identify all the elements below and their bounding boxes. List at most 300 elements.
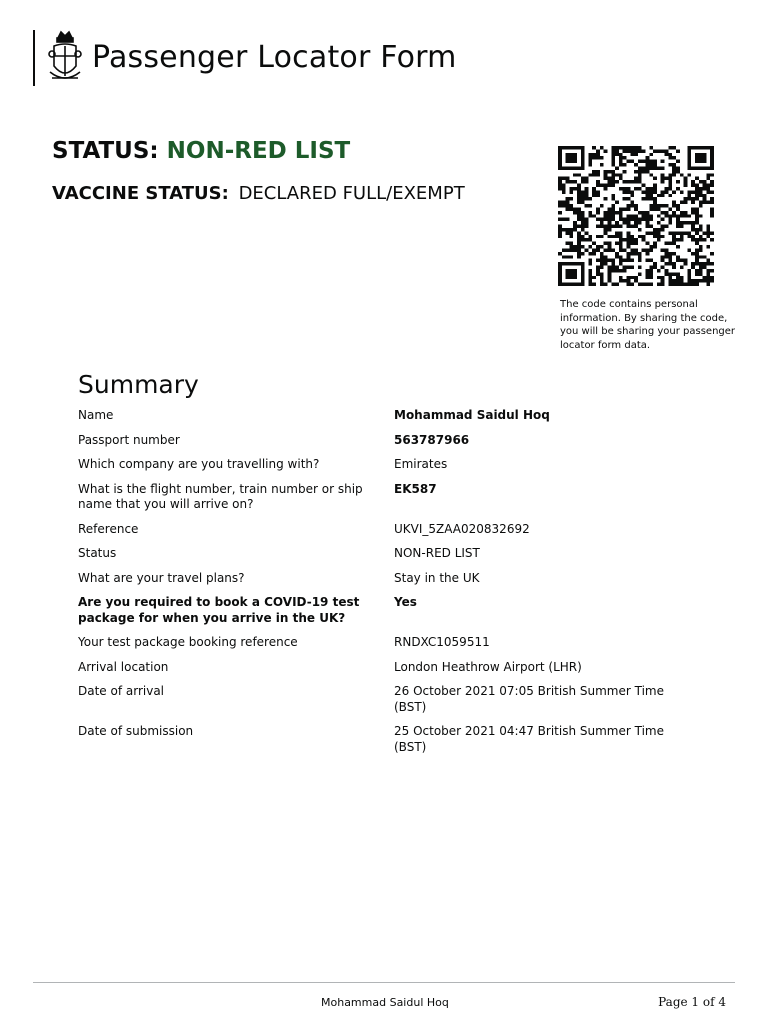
- qr-module: [661, 160, 665, 163]
- qr-module: [676, 160, 680, 163]
- qr-module: [607, 266, 611, 269]
- qr-module: [706, 231, 710, 234]
- qr-module: [577, 187, 581, 190]
- qr-module: [619, 259, 623, 262]
- qr-module: [577, 211, 581, 214]
- qr-module: [695, 166, 699, 169]
- qr-module: [592, 187, 596, 190]
- qr-module: [646, 170, 650, 173]
- qr-module: [588, 153, 592, 156]
- qr-module: [676, 218, 680, 221]
- qr-module: [581, 211, 585, 214]
- qr-module: [638, 272, 642, 275]
- table-row: [78, 684, 678, 724]
- table-row: [78, 546, 678, 571]
- table-row: [78, 571, 678, 596]
- qr-module: [710, 279, 714, 282]
- qr-module: [623, 238, 627, 241]
- qr-module: [607, 211, 611, 214]
- qr-module: [649, 231, 653, 234]
- qr-module: [672, 173, 676, 176]
- qr-module: [596, 173, 600, 176]
- qr-module: [634, 214, 638, 217]
- qr-module: [653, 204, 657, 207]
- qr-module: [665, 214, 669, 217]
- summary-value: Mohammad Saidul Hoq: [394, 408, 550, 422]
- qr-module: [626, 259, 630, 262]
- qr-module: [706, 225, 710, 228]
- qr-module: [668, 180, 672, 183]
- qr-module: [687, 279, 691, 282]
- qr-module: [623, 146, 627, 149]
- qr-module: [630, 190, 634, 193]
- qr-module: [668, 276, 672, 279]
- qr-module: [706, 173, 710, 176]
- qr-module: [588, 160, 592, 163]
- qr-module: [665, 177, 669, 180]
- qr-module: [653, 201, 657, 204]
- qr-module: [653, 177, 657, 180]
- qr-module: [600, 146, 604, 149]
- qr-module: [566, 276, 570, 279]
- qr-module: [699, 266, 703, 269]
- qr-module: [710, 149, 714, 152]
- qr-module: [607, 177, 611, 180]
- qr-module: [566, 204, 570, 207]
- qr-module: [626, 221, 630, 224]
- qr-module: [585, 238, 589, 241]
- qr-module: [588, 272, 592, 275]
- qr-module: [691, 221, 695, 224]
- qr-module: [558, 269, 562, 272]
- table-row: [78, 595, 678, 635]
- qr-module: [695, 177, 699, 180]
- qr-module: [634, 279, 638, 282]
- qr-module: [646, 163, 650, 166]
- qr-module: [676, 187, 680, 190]
- qr-module: [646, 272, 650, 275]
- qr-module: [703, 194, 707, 197]
- footer-divider: [33, 982, 735, 983]
- qr-module: [558, 153, 562, 156]
- qr-module: [611, 197, 615, 200]
- qr-module: [703, 276, 707, 279]
- qr-module: [691, 266, 695, 269]
- qr-module: [691, 283, 695, 286]
- qr-module: [558, 149, 562, 152]
- qr-module: [699, 190, 703, 193]
- qr-module: [626, 146, 630, 149]
- qr-module: [691, 180, 695, 183]
- qr-module: [569, 160, 573, 163]
- qr-module: [569, 204, 573, 207]
- qr-module: [607, 218, 611, 221]
- qr-module: [619, 211, 623, 214]
- qr-module: [642, 197, 646, 200]
- qr-module: [684, 214, 688, 217]
- qr-module: [699, 146, 703, 149]
- qr-module: [569, 228, 573, 231]
- qr-module: [706, 190, 710, 193]
- qr-module: [588, 269, 592, 272]
- qr-module: [657, 276, 661, 279]
- qr-module: [687, 276, 691, 279]
- qr-module: [684, 259, 688, 262]
- qr-module: [638, 218, 642, 221]
- qr-module: [676, 238, 680, 241]
- qr-module: [691, 197, 695, 200]
- qr-module: [672, 146, 676, 149]
- qr-module: [668, 156, 672, 159]
- qr-module: [581, 218, 585, 221]
- qr-module: [699, 255, 703, 258]
- qr-module: [672, 201, 676, 204]
- qr-module: [600, 283, 604, 286]
- qr-module: [680, 266, 684, 269]
- qr-module: [695, 259, 699, 262]
- qr-module: [623, 218, 627, 221]
- qr-module: [634, 248, 638, 251]
- qr-module: [661, 173, 665, 176]
- qr-module: [581, 225, 585, 228]
- qr-module: [619, 177, 623, 180]
- qr-module: [649, 225, 653, 228]
- qr-module: [642, 214, 646, 217]
- qr-module: [596, 194, 600, 197]
- qr-module: [687, 231, 691, 234]
- summary-key: What is the flight number, train number or ship name that you will arrive on?: [78, 481, 363, 511]
- summary-key: Are you required to book a COVID-19 test package for when you arrive in the UK?: [78, 595, 360, 625]
- qr-module: [611, 218, 615, 221]
- qr-module: [600, 245, 604, 248]
- qr-module: [573, 262, 577, 265]
- qr-module: [619, 231, 623, 234]
- summary-key: What are your travel plans?: [78, 570, 245, 585]
- qr-module: [573, 207, 577, 210]
- qr-module: [558, 166, 562, 169]
- qr-module: [562, 204, 566, 207]
- qr-module: [573, 166, 577, 169]
- qr-module: [703, 255, 707, 258]
- summary-value: 26 October 2021 07:05 British Summer Time (BST): [394, 684, 664, 714]
- qr-module: [611, 194, 615, 197]
- qr-module: [573, 153, 577, 156]
- qr-module: [577, 207, 581, 210]
- qr-module: [566, 248, 570, 251]
- qr-module: [680, 279, 684, 282]
- qr-module: [695, 231, 699, 234]
- qr-module: [577, 255, 581, 258]
- qr-module: [642, 184, 646, 187]
- qr-module: [661, 255, 665, 258]
- qr-module: [661, 180, 665, 183]
- qr-module: [611, 160, 615, 163]
- qr-module: [661, 211, 665, 214]
- qr-module: [577, 238, 581, 241]
- status-line: [52, 138, 350, 164]
- qr-module: [668, 218, 672, 221]
- qr-module: [680, 211, 684, 214]
- qr-module: [581, 160, 585, 163]
- qr-module: [588, 197, 592, 200]
- qr-module: [600, 225, 604, 228]
- qr-module: [600, 262, 604, 265]
- qr-module: [668, 272, 672, 275]
- qr-module: [615, 166, 619, 169]
- qr-module: [566, 153, 570, 156]
- qr-module: [577, 173, 581, 176]
- qr-module: [657, 214, 661, 217]
- qr-module: [607, 228, 611, 231]
- qr-module: [695, 255, 699, 258]
- qr-module: [562, 262, 566, 265]
- qr-module: [592, 283, 596, 286]
- qr-module: [577, 252, 581, 255]
- qr-module: [619, 153, 623, 156]
- qr-module: [611, 259, 615, 262]
- qr-module: [699, 262, 703, 265]
- qr-module: [611, 173, 615, 176]
- qr-module: [665, 242, 669, 245]
- qr-module: [634, 252, 638, 255]
- qr-module: [634, 218, 638, 221]
- qr-module: [665, 272, 669, 275]
- qr-module: [668, 146, 672, 149]
- qr-module: [687, 190, 691, 193]
- qr-module: [672, 231, 676, 234]
- qr-module: [646, 225, 650, 228]
- qr-module: [691, 166, 695, 169]
- qr-module: [706, 201, 710, 204]
- qr-module: [600, 266, 604, 269]
- qr-module: [676, 245, 680, 248]
- qr-module: [672, 272, 676, 275]
- qr-module: [695, 187, 699, 190]
- qr-module: [596, 225, 600, 228]
- vaccine-status-label: VACCINE STATUS:: [52, 183, 229, 204]
- qr-module: [611, 225, 615, 228]
- qr-module: [596, 149, 600, 152]
- qr-module: [672, 252, 676, 255]
- qr-module: [695, 160, 699, 163]
- qr-module: [691, 201, 695, 204]
- qr-module: [676, 204, 680, 207]
- qr-module: [623, 149, 627, 152]
- qr-module: [672, 204, 676, 207]
- qr-module: [623, 170, 627, 173]
- qr-module: [684, 184, 688, 187]
- summary-key: Passport number: [78, 432, 180, 447]
- qr-module: [653, 187, 657, 190]
- qr-module: [695, 279, 699, 282]
- qr-module: [569, 207, 573, 210]
- qr-module: [592, 153, 596, 156]
- qr-module: [706, 259, 710, 262]
- qr-module: [588, 235, 592, 238]
- qr-module: [569, 231, 573, 234]
- qr-module: [695, 153, 699, 156]
- qr-module: [623, 156, 627, 159]
- qr-module: [661, 283, 665, 286]
- qr-module: [668, 259, 672, 262]
- qr-module: [600, 163, 604, 166]
- qr-module: [566, 201, 570, 204]
- qr-module: [577, 197, 581, 200]
- qr-module: [668, 153, 672, 156]
- qr-module: [649, 214, 653, 217]
- qr-module: [699, 201, 703, 204]
- qr-module: [699, 245, 703, 248]
- qr-module: [566, 180, 570, 183]
- qr-module: [665, 269, 669, 272]
- qr-module: [687, 156, 691, 159]
- qr-module: [649, 266, 653, 269]
- qr-module: [703, 201, 707, 204]
- qr-module: [665, 252, 669, 255]
- qr-module: [657, 269, 661, 272]
- qr-module: [558, 225, 562, 228]
- qr-module: [642, 149, 646, 152]
- qr-module: [566, 218, 570, 221]
- table-row: [78, 482, 678, 522]
- qr-module: [585, 218, 589, 221]
- qr-module: [684, 180, 688, 183]
- qr-module: [623, 279, 627, 282]
- qr-module: [642, 235, 646, 238]
- qr-module: [577, 242, 581, 245]
- qr-module: [672, 235, 676, 238]
- qr-module: [646, 160, 650, 163]
- qr-module: [653, 245, 657, 248]
- qr-module: [668, 231, 672, 234]
- qr-module: [558, 211, 562, 214]
- qr-module: [642, 218, 646, 221]
- qr-module: [558, 160, 562, 163]
- qr-module: [687, 194, 691, 197]
- qr-module: [619, 262, 623, 265]
- qr-module: [626, 187, 630, 190]
- qr-module: [668, 194, 672, 197]
- table-row: [78, 457, 678, 482]
- qr-module: [626, 231, 630, 234]
- qr-module: [695, 248, 699, 251]
- qr-module: [611, 149, 615, 152]
- qr-module: [676, 279, 680, 282]
- qr-module: [619, 242, 623, 245]
- qr-module: [634, 163, 638, 166]
- qr-module: [649, 248, 653, 251]
- qr-module: [653, 184, 657, 187]
- qr-module: [699, 194, 703, 197]
- qr-module: [638, 211, 642, 214]
- qr-module: [573, 211, 577, 214]
- qr-module: [611, 156, 615, 159]
- qr-module: [695, 238, 699, 241]
- vaccine-status-line: [52, 183, 465, 204]
- qr-module: [596, 184, 600, 187]
- qr-module: [676, 207, 680, 210]
- qr-module: [604, 255, 608, 258]
- qr-module: [695, 262, 699, 265]
- qr-module: [600, 276, 604, 279]
- qr-module: [630, 218, 634, 221]
- footer-name: Mohammad Saidul Hoq: [321, 996, 449, 1009]
- qr-module: [558, 231, 562, 234]
- qr-module: [638, 259, 642, 262]
- qr-module: [604, 211, 608, 214]
- qr-module: [710, 166, 714, 169]
- qr-module: [646, 242, 650, 245]
- qr-module: [638, 177, 642, 180]
- qr-module: [588, 262, 592, 265]
- qr-module: [596, 190, 600, 193]
- qr-module: [649, 283, 653, 286]
- qr-module: [646, 214, 650, 217]
- qr-module: [581, 146, 585, 149]
- qr-module: [569, 269, 573, 272]
- qr-module: [642, 211, 646, 214]
- qr-module: [706, 272, 710, 275]
- qr-module: [638, 283, 642, 286]
- qr-module: [604, 214, 608, 217]
- qr-module: [569, 187, 573, 190]
- qr-module: [573, 245, 577, 248]
- qr-module: [661, 190, 665, 193]
- qr-module: [703, 266, 707, 269]
- summary-table: [78, 408, 678, 764]
- qr-module: [607, 221, 611, 224]
- qr-module: [558, 228, 562, 231]
- qr-module: [699, 248, 703, 251]
- qr-module: [661, 194, 665, 197]
- qr-module: [657, 194, 661, 197]
- qr-module: [668, 207, 672, 210]
- qr-module: [626, 242, 630, 245]
- qr-module: [668, 163, 672, 166]
- qr-module: [710, 207, 714, 210]
- qr-module: [581, 166, 585, 169]
- qr-module: [569, 242, 573, 245]
- qr-module: [626, 190, 630, 193]
- qr-module: [680, 225, 684, 228]
- qr-module: [649, 204, 653, 207]
- qr-module: [661, 218, 665, 221]
- qr-module: [630, 242, 634, 245]
- qr-module: [710, 156, 714, 159]
- qr-module: [687, 221, 691, 224]
- qr-module: [691, 184, 695, 187]
- qr-module: [566, 228, 570, 231]
- qr-module: [653, 166, 657, 169]
- qr-module: [676, 283, 680, 286]
- qr-module: [661, 228, 665, 231]
- qr-module: [581, 269, 585, 272]
- qr-module: [703, 184, 707, 187]
- qr-module: [577, 166, 581, 169]
- qr-module: [680, 283, 684, 286]
- qr-module: [703, 180, 707, 183]
- qr-module: [573, 160, 577, 163]
- qr-module: [710, 180, 714, 183]
- qr-module: [687, 160, 691, 163]
- qr-module: [710, 201, 714, 204]
- qr-module: [558, 177, 562, 180]
- qr-module: [558, 235, 562, 238]
- qr-module: [592, 156, 596, 159]
- qr-module: [581, 221, 585, 224]
- qr-module: [630, 146, 634, 149]
- summary-value: NON-RED LIST: [394, 546, 480, 560]
